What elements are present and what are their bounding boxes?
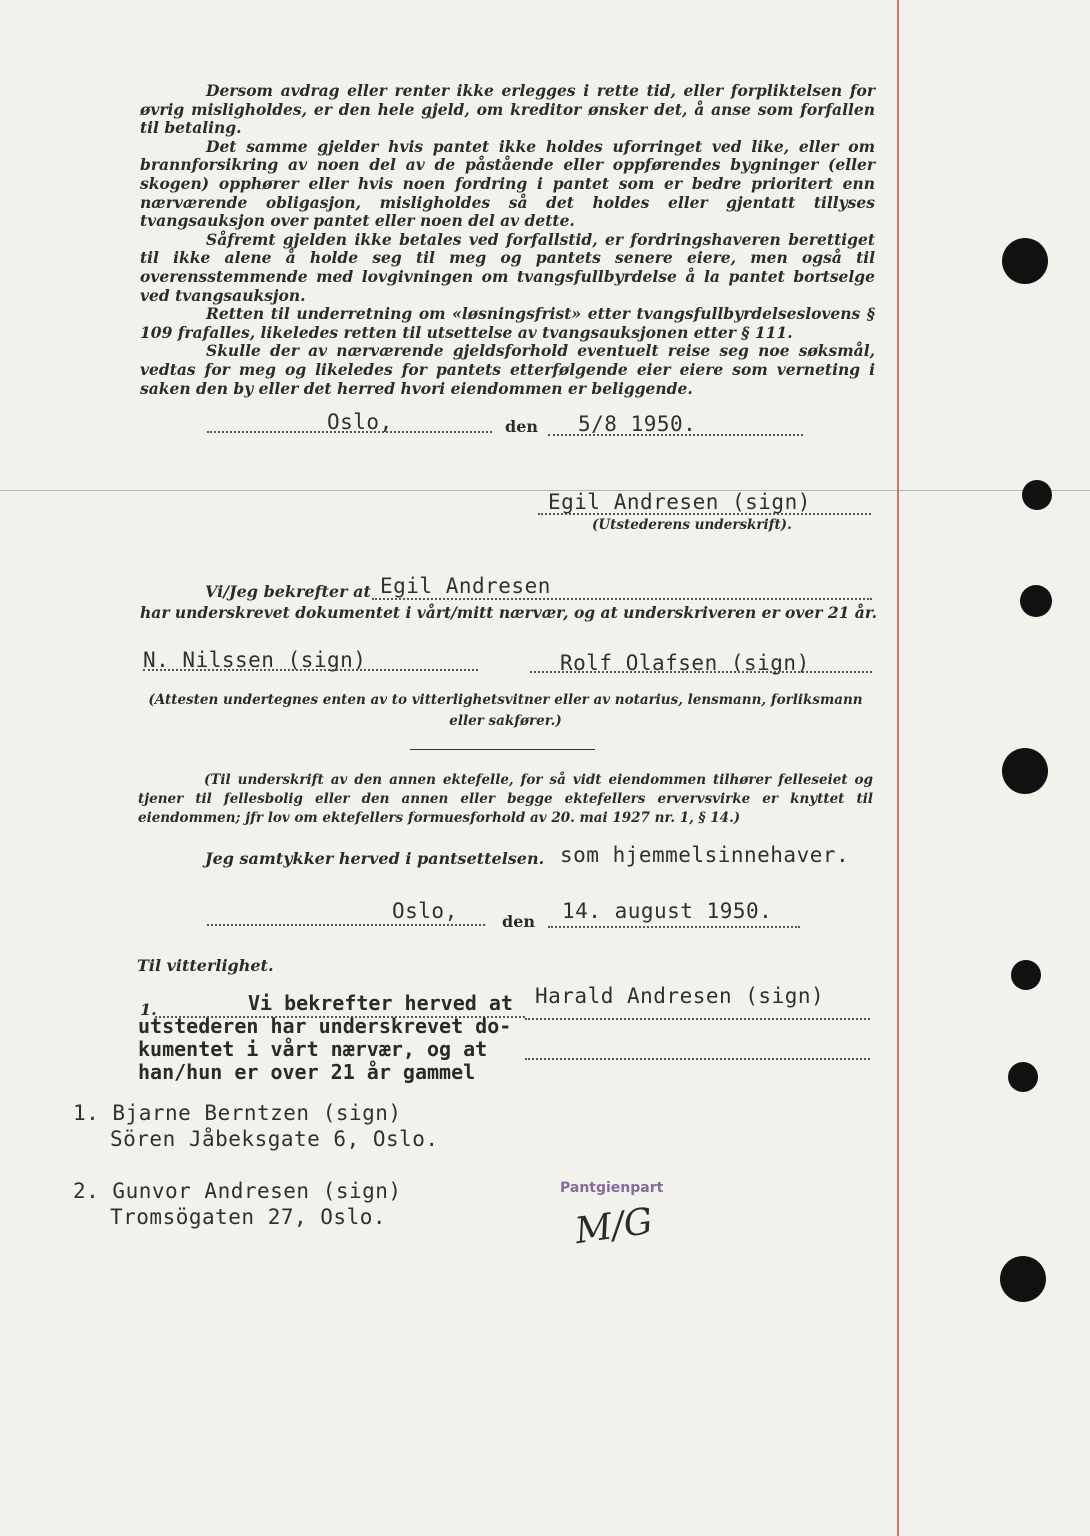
vitterlighet-line-3 — [525, 1058, 870, 1060]
witness-2-signature: Rolf Olafsen (sign) — [560, 651, 810, 675]
issue-den-label: den — [505, 417, 538, 436]
clause-1: Dersom avdrag eller renter ikke erlegges i rette tid, eller forpliktelsen for øvrig misligholdes, er den hele gjeld, om kreditor ønsker det, å anse som forfallen til betaling. — [140, 81, 875, 138]
consent-typed: som hjemmelsinnehaver. — [560, 843, 850, 867]
punch-hole-5 — [1011, 960, 1041, 990]
spouse-den-label: den — [502, 912, 535, 931]
witness-2-address: Tromsögaten 27, Oslo. — [110, 1205, 387, 1229]
consent-printed: Jeg samtykker herved i pantsettelsen. — [205, 849, 545, 868]
confirmation-name: Egil Andresen — [380, 574, 551, 598]
margin-line — [897, 0, 899, 1536]
punch-hole-1 — [1002, 238, 1048, 284]
stamp-line-4: han/hun er over 21 år gammel — [138, 1060, 476, 1084]
stamp-line-2: utstederen har underskrevet do- — [138, 1014, 512, 1038]
attestation-note: (Attesten undertegnes enten av to vitterlighetsvitner eller av notarius, lensmann, forliksmann eller sakfører.) — [148, 692, 863, 729]
witness-1-address: Sören Jåbeksgate 6, Oslo. — [110, 1127, 439, 1151]
witness-number-1: 1. — [140, 1000, 157, 1019]
witness-block-2 — [73, 1178, 402, 1230]
punch-hole-2 — [1022, 480, 1052, 510]
issuer-signature-line — [538, 513, 871, 515]
witness-2-name: 2. Gunvor Andresen (sign) — [73, 1179, 402, 1203]
confirmation-line2: har underskrevet dokumentet i vårt/mitt nærvær, og at underskriveren er over 21 år. — [140, 603, 877, 622]
stamp-line-1: Vi bekrefter herved at — [248, 991, 513, 1015]
harald-signature: Harald Andresen (sign) — [535, 984, 825, 1008]
punch-hole-4 — [1002, 748, 1048, 794]
clause-5: Skulle der av nærværende gjeldsforhold eventuelt reise seg noe søksmål, vedtas for meg og likeledes for pantets etterfølgende eier eiere som verneting i saken den by eller det herred hvori eiendommen er beliggende. — [140, 341, 875, 398]
issuer-signature: Egil Andresen (sign) — [548, 490, 811, 514]
vitterlighet-line-2 — [525, 1018, 870, 1020]
til-vitterlighet: Til vitterlighet. — [137, 956, 274, 975]
issue-place: Oslo, — [327, 410, 393, 434]
legal-clauses — [140, 82, 875, 398]
issue-date: 5/8 1950. — [578, 412, 697, 436]
spouse-place: Oslo, — [392, 899, 458, 923]
issuer-caption: (Utstederens underskrift). — [592, 517, 792, 533]
clause-3: Såfremt gjelden ikke betales ved forfallstid, er fordringshaveren berettiget til ikke alene å holde seg til meg og pantets senere eiere, men også til overensstemmende med lovgivningen om tvangsfullbyrdelse å la pantet bortselge ved tvangsauksjon. — [140, 229, 875, 305]
spouse-date: 14. august 1950. — [562, 899, 773, 923]
confirmation-dotted-line — [372, 598, 872, 600]
punch-hole-6 — [1008, 1062, 1038, 1092]
initials: M/G — [572, 1200, 656, 1253]
stamp-line-3: kumentet i vårt nærvær, og at — [138, 1037, 488, 1061]
confirmation-prefix: Vi/Jeg bekrefter at — [205, 582, 371, 601]
witness-1-signature: N. Nilssen (sign) — [143, 648, 367, 672]
spouse-note: (Til underskrift av den annen ektefelle, for så vidt eiendommen tilhører felleseiet og tjener til fellesbolig eller den annen eller begge ektefellers ervervsvirke er knyttet til eiendommen; jfr lov om ektefellers formuesforhold av 20. mai 1927 nr. 1, § 14.) — [138, 772, 873, 826]
spouse-place-line — [207, 924, 485, 926]
witness-block-1 — [73, 1100, 439, 1152]
pantgienpart-stamp: Pantgienpart — [560, 1180, 664, 1196]
clause-4: Retten til underretning om «løsningsfrist» etter tvangsfullbyrdelseslovens § 109 frafalles, likeledes retten til utsettelse av tvangsauksjonen etter § 111. — [140, 304, 875, 342]
witness-2-line — [530, 671, 872, 673]
witness-1-line — [143, 669, 478, 671]
clause-2: Det samme gjelder hvis pantet ikke holdes uforringet ved like, eller om brannforsikring av noen del av de påstående eller oppførendes bygninger (eller skogen) opphører eller hvis noen fordring i pantet som er bedre prioritert enn nærværende obligasjon, misligholdes så det holdes eller gjentatt tillyses tvangsauksjon over pantet eller noen del av dette. — [140, 136, 875, 231]
witness-1-name: 1. Bjarne Berntzen (sign) — [73, 1101, 402, 1125]
section-divider — [410, 749, 595, 750]
spouse-date-line — [548, 926, 800, 928]
punch-hole-7 — [1000, 1256, 1046, 1302]
rubber-stamp-text — [138, 992, 513, 1084]
fold-line — [0, 490, 1090, 491]
punch-hole-3 — [1020, 585, 1052, 617]
